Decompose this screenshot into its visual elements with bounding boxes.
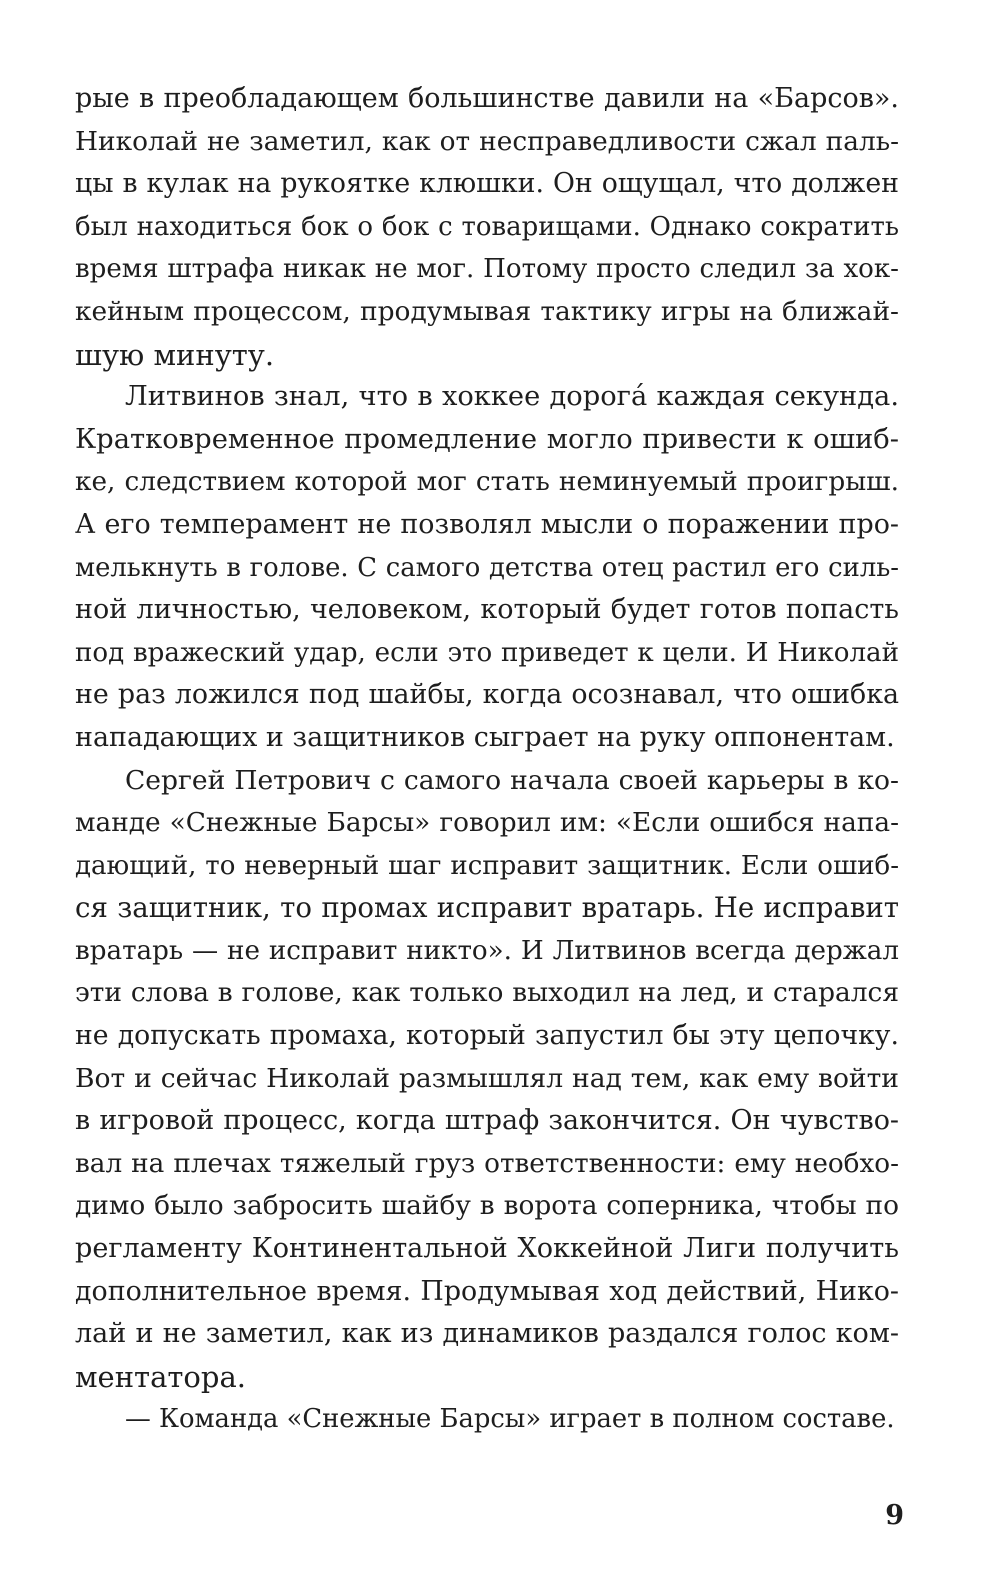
text-line: А его темперамент не позволял мысли о поражении про- [75, 508, 899, 540]
text-line: шую минуту. [75, 337, 275, 372]
text-line: Вот и сейчас Николай размышлял над тем, как ему войти [75, 1062, 899, 1094]
text-line: лай и не заметил, как из динамиков раздался голос ком- [75, 1318, 899, 1350]
text-line: ной личностью, человеком, который будет готов попасть [75, 594, 899, 626]
text-line: вал на плечах тяжелый груз ответственности: ему необхо- [75, 1148, 899, 1179]
text-line: димо было забросить шайбу в ворота соперника, чтобы по [75, 1191, 899, 1222]
text-line: был находиться бок о бок с товарищами. Однако сократить [75, 211, 899, 242]
text-line: Сергей Петрович с самого начала своей карьеры в ко- [125, 764, 899, 796]
text-line: под вражеский удар, если это приведет к цели. И Николай [75, 637, 899, 668]
text-line: не раз ложился под шайбы, когда осознавал, что ошибка [75, 679, 899, 711]
text-line: вратарь — не исправит никто». И Литвинов всегда держал [75, 935, 899, 966]
text-line: Николай не заметил, как от несправедливости сжал паль- [75, 126, 899, 157]
text-line: цы в кулак на рукоятке клюшки. Он ощущал, что должен [75, 168, 899, 200]
text-line: время штрафа никак не мог. Потому просто следил за хок- [75, 254, 899, 285]
text-line: кейным процессом, продумывая тактику игры на ближай- [75, 295, 899, 327]
text-line: рые в преобладающем большинстве давили на «Барсов». [75, 83, 899, 114]
text-line: не допускать промаха, который запустил бы эту цепочку. [75, 1020, 899, 1052]
text-line: дополнительное время. Продумывая ход действий, Нико- [75, 1275, 899, 1307]
text-line: дающий, то неверный шаг исправит защитник. Если ошиб- [75, 850, 899, 881]
text-line: ментатора. [75, 1359, 246, 1394]
text-line: нападающих и защитников сыграет на руку оппонентам. [75, 721, 895, 753]
text-line: мелькнуть в голове. С самого детства отец растил его силь- [75, 552, 899, 583]
text-line: Кратковременное промедление могло привести к ошиб- [75, 423, 899, 455]
body-text [75, 78, 899, 1441]
text-line: эти слова в голове, как только выходил на лед, и старался [75, 977, 899, 1009]
text-line: Литвинов знал, что в хоккее дорога́ каждая секунда. [125, 381, 899, 413]
text-line: в игровой процесс, когда штраф закончится. Он чувство- [75, 1105, 899, 1137]
page-number: 9 [885, 1500, 904, 1531]
text-line: манде «Снежные Барсы» говорил им: «Если ошибся напа- [75, 808, 899, 839]
text-line: ке, следствием которой мог стать неминуемый проигрыш. [75, 467, 899, 498]
text-line: — Команда «Снежные Барсы» играет в полном составе. [125, 1404, 895, 1435]
text-line: ся защитник, то промах исправит вратарь. Не исправит [75, 891, 899, 925]
text-line: регламенту Континентальной Хоккейной Лиги получить [75, 1233, 899, 1265]
